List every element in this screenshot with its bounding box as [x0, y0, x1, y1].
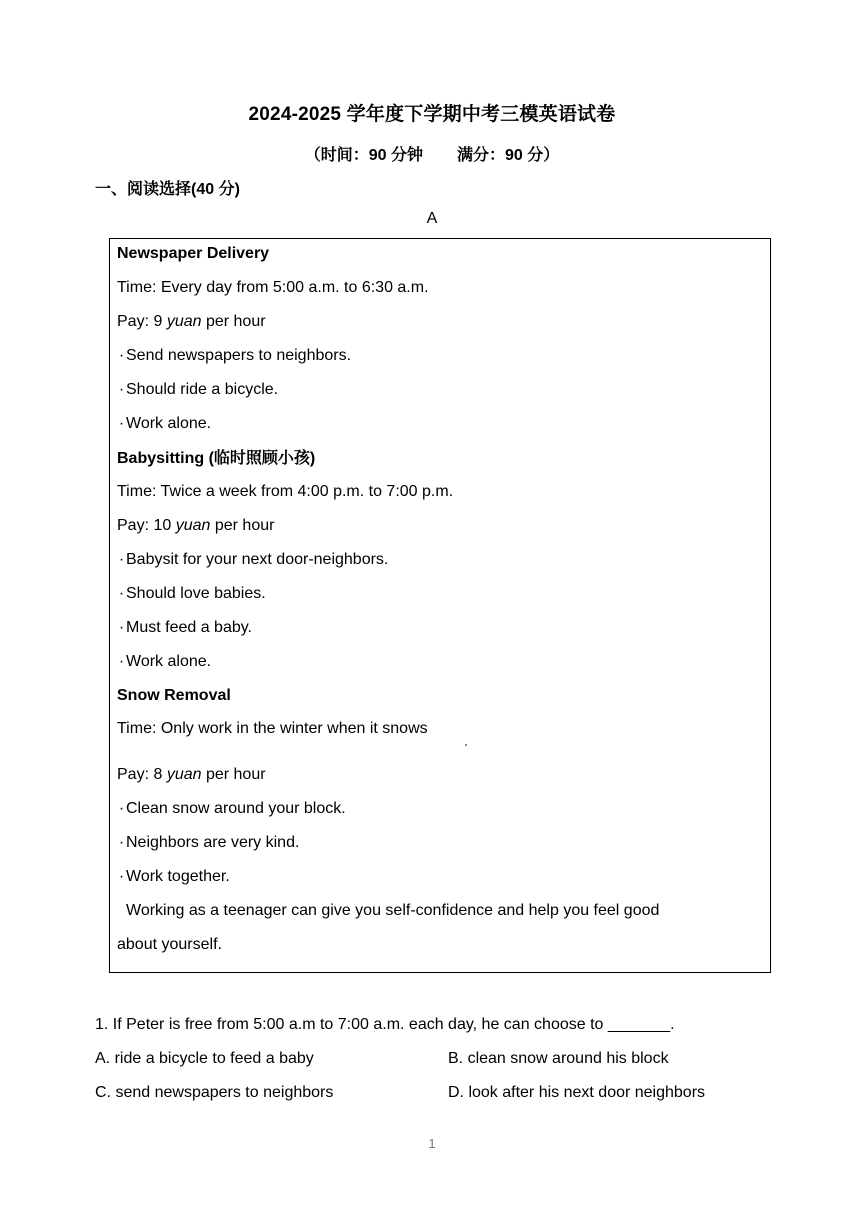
- bullet-dot: ·: [118, 551, 125, 568]
- bullet-dot: ·: [118, 619, 125, 636]
- page-title: 2024-2025 学年度下学期中考三模英语试卷: [248, 104, 616, 125]
- bullet-text: Work together.: [126, 868, 230, 885]
- bullet-dot: ·: [118, 415, 125, 432]
- ad-bullet: [117, 346, 351, 366]
- ad-time-newspaper: Time: Every day from 5:00 a.m. to 6:30 a.m.: [117, 279, 429, 296]
- bullet-text: Send newspapers to neighbors.: [126, 347, 352, 364]
- option-c[interactable]: C. send newspapers to neighbors: [95, 1084, 334, 1101]
- ad-bullet: [117, 550, 388, 570]
- bullet-dot: ·: [118, 347, 125, 364]
- closing-line-1: Working as a teenager can give you self-confidence and help you feel good: [126, 902, 660, 919]
- ad-heading-snow: Snow Removal: [117, 687, 231, 704]
- page-number: 1: [428, 1136, 436, 1151]
- bullet-text: Clean snow around your block.: [126, 800, 346, 817]
- bullet-dot: ·: [118, 834, 125, 851]
- bullet-text: Should love babies.: [126, 585, 266, 602]
- option-d[interactable]: D. look after his next door neighbors: [448, 1084, 706, 1101]
- print-speck: [465, 744, 467, 746]
- pay-suffix: per hour: [201, 766, 266, 783]
- ad-time-babysitting: Time: Twice a week from 4:00 p.m. to 7:00 p.m.: [117, 483, 454, 500]
- bullet-text: Work alone.: [126, 415, 212, 432]
- ad-bullet: [117, 584, 266, 604]
- time-limit: （时间：90 分钟: [304, 147, 423, 164]
- pay-currency: yuan: [175, 517, 211, 534]
- bullet-text: Should ride a bicycle.: [126, 381, 279, 398]
- pay-suffix: per hour: [201, 313, 266, 330]
- bullet-dot: ·: [118, 381, 125, 398]
- bullet-dot: ·: [118, 653, 125, 670]
- exam-info: [0, 142, 864, 165]
- bullet-text: Neighbors are very kind.: [126, 834, 300, 851]
- ad-bullet: [117, 799, 346, 819]
- question-stem: 1. If Peter is free from 5:00 a.m to 7:00 a.m. each day, he can choose to _______.: [95, 1016, 675, 1033]
- ad-bullet: [117, 380, 278, 400]
- option-a[interactable]: A. ride a bicycle to feed a baby: [95, 1050, 314, 1067]
- full-score: 满分：90 分）: [457, 147, 560, 164]
- bullet-text: Must feed a baby.: [126, 619, 252, 636]
- pay-prefix: Pay: 10: [117, 517, 176, 534]
- ad-bullet: [117, 652, 211, 672]
- pay-currency: yuan: [166, 766, 202, 783]
- ad-bullet: [117, 618, 252, 638]
- option-b[interactable]: B. clean snow around his block: [448, 1050, 669, 1067]
- pay-prefix: Pay: 8: [117, 766, 167, 783]
- bullet-text: Work alone.: [126, 653, 212, 670]
- ad-bullet: [117, 833, 299, 853]
- ad-pay-babysitting: [117, 516, 274, 536]
- ad-time-snow: Time: Only work in the winter when it snows: [117, 720, 428, 737]
- pay-suffix: per hour: [210, 517, 275, 534]
- pay-prefix: Pay: 9: [117, 313, 167, 330]
- passage-label: A: [426, 210, 438, 227]
- ad-heading-newspaper: Newspaper Delivery: [117, 245, 270, 262]
- ad-pay-snow: [117, 765, 266, 785]
- section-heading: 一、阅读选择(40 分): [95, 181, 240, 198]
- bullet-dot: ·: [118, 800, 125, 817]
- closing-line-2: about yourself.: [117, 936, 222, 953]
- ad-bullet: [117, 414, 211, 434]
- ad-bullet: [117, 867, 230, 887]
- bullet-text: Babysit for your next door-neighbors.: [126, 551, 389, 568]
- ad-heading-babysitting: Babysitting (临时照顾小孩): [117, 450, 316, 467]
- pay-currency: yuan: [166, 313, 202, 330]
- bullet-dot: ·: [118, 585, 125, 602]
- ad-pay-newspaper: [117, 312, 266, 332]
- bullet-dot: ·: [118, 868, 125, 885]
